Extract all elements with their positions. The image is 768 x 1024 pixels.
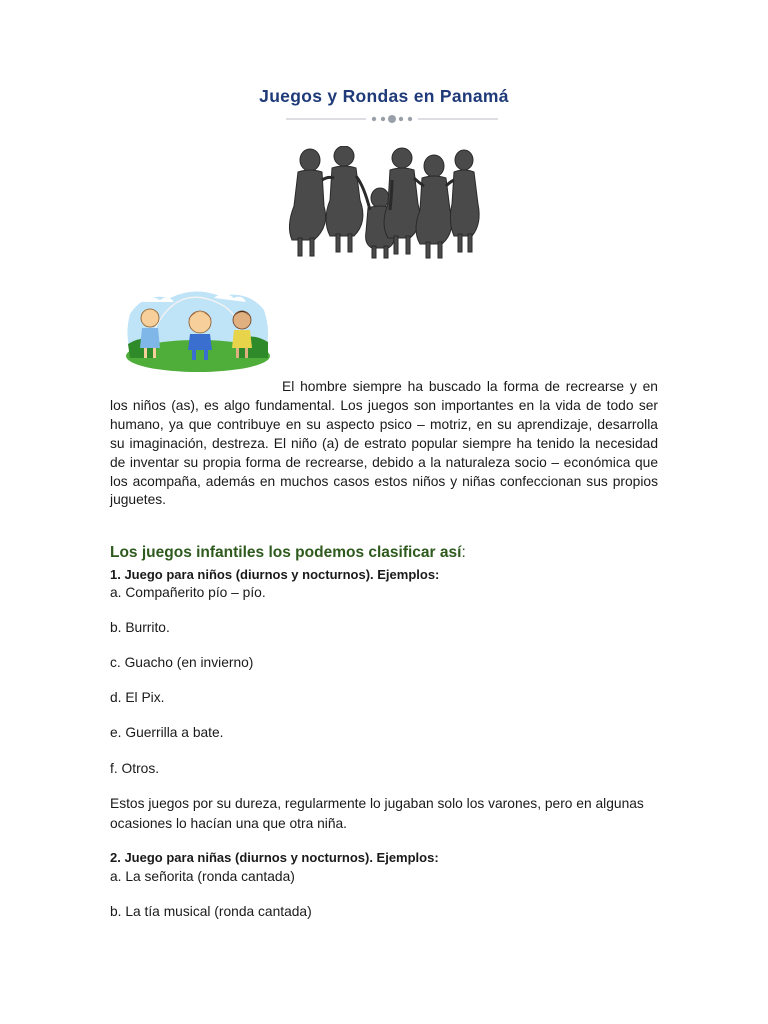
classification-heading-colon: : [461,544,466,561]
list-item: e. Guerrilla a bate. [110,725,224,740]
list-item: b. La tía musical (ronda cantada) [110,904,312,919]
list-item: f. Otros. [110,761,160,776]
list-item: c. Guacho (en invierno) [110,655,254,670]
list-item: a. La señorita (ronda cantada) [110,869,295,884]
list-item: a. Compañerito pío – pío. [110,585,266,600]
list-item: b. Burrito. [110,620,170,635]
intro-paragraph [110,378,658,510]
section1-title: 1. Juego para niños (diurnos y nocturnos). Ejemplos: [110,567,440,582]
list-item: d. El Pix. [110,690,165,705]
section1-note: Estos juegos por su dureza, regularmente lo jugaban solo los varones, pero en algunas ocasiones lo hacían una que otra niña. [110,796,644,831]
dancers-illustration [284,146,484,262]
title-ornament-divider [280,112,504,126]
classification-heading [110,544,670,562]
page-title: Juegos y Rondas en Panamá [259,86,509,106]
classification-heading-text: Los juegos infantiles los podemos clasificar así [110,544,462,561]
jump-rope-kids-illustration [124,284,272,374]
intro-paragraph-text: El hombre siempre ha buscado la forma de recrearse y en los niños (as), es algo fundamental. Los juegos son importantes en la vida de todo ser humano, ya que contribuye en su aspecto psico – motriz, en su aprendizaje, desarrolla su imaginación, destreza. El niño (a) de estrato popular siempre ha tenido la necesidad de inventar su propia forma de recrearse, debido a la naturaleza socio – económica que los acompaña, además en muchos casos estos niños y niñas confeccionan sus propios juguetes. [110,379,658,508]
section2-title: 2. Juego para niñas (diurnos y nocturnos). Ejemplos: [110,850,439,865]
